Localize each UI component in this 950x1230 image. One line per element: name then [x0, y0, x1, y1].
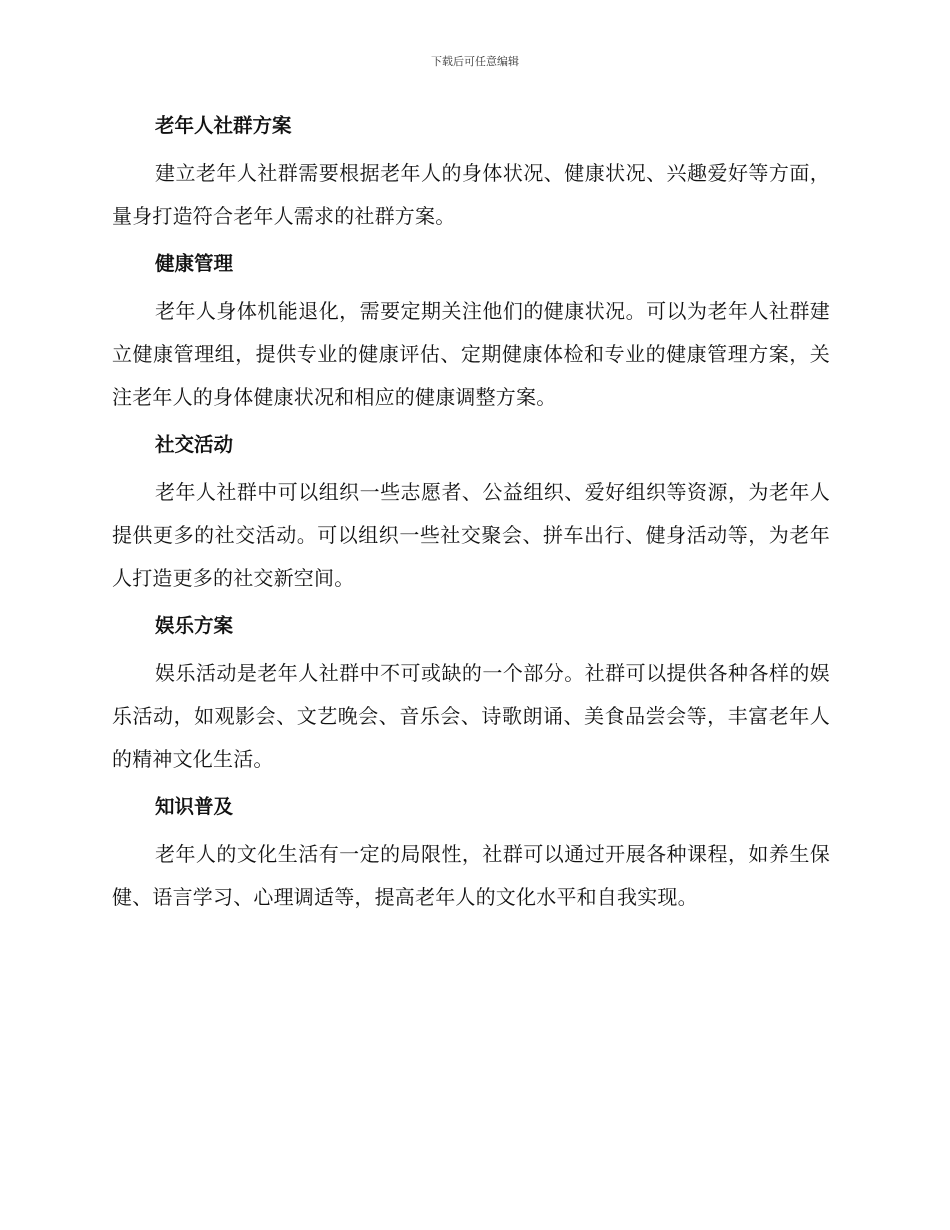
section-knowledge-popularization [112, 791, 830, 919]
page-header: 下载后可任意编辑 [431, 55, 519, 68]
section-title: 健康管理 [155, 252, 234, 275]
section-paragraph: 建立老年人社群需要根据老年人的身体状况、健康状况、兴趣爱好等方面，量身打造符合老年人需求的社群方案。 [112, 161, 830, 228]
section-title: 社交活动 [155, 433, 234, 456]
section-paragraph: 老年人社群中可以组织一些志愿者、公益组织、爱好组织等资源，为老年人提供更多的社交活动。可以组织一些社交聚会、拼车出行、健身活动等，为老年人打造更多的社交新空间。 [112, 480, 830, 590]
section-title: 娱乐方案 [155, 614, 234, 637]
section-paragraph: 老年人的文化生活有一定的局限性，社群可以通过开展各种课程，如养生保健、语言学习、心理调适等，提高老年人的文化水平和自我实现。 [112, 842, 830, 909]
section-community-plan [112, 110, 830, 238]
section-paragraph: 娱乐活动是老年人社群中不可或缺的一个部分。社群可以提供各种各样的娱乐活动，如观影会、文艺晚会、音乐会、诗歌朗诵、美食品尝会等，丰富老年人的精神文化生活。 [112, 661, 830, 771]
section-title: 知识普及 [155, 795, 234, 818]
section-health-management [112, 248, 830, 419]
document-content [112, 110, 830, 929]
section-social-activities [112, 429, 830, 600]
section-paragraph: 老年人身体机能退化，需要定期关注他们的健康状况。可以为老年人社群建立健康管理组，提供专业的健康评估、定期健康体检和专业的健康管理方案，关注老年人的身体健康状况和相应的健康调整方案。 [112, 299, 830, 409]
section-title: 老年人社群方案 [155, 114, 292, 137]
section-entertainment-plan [112, 610, 830, 781]
